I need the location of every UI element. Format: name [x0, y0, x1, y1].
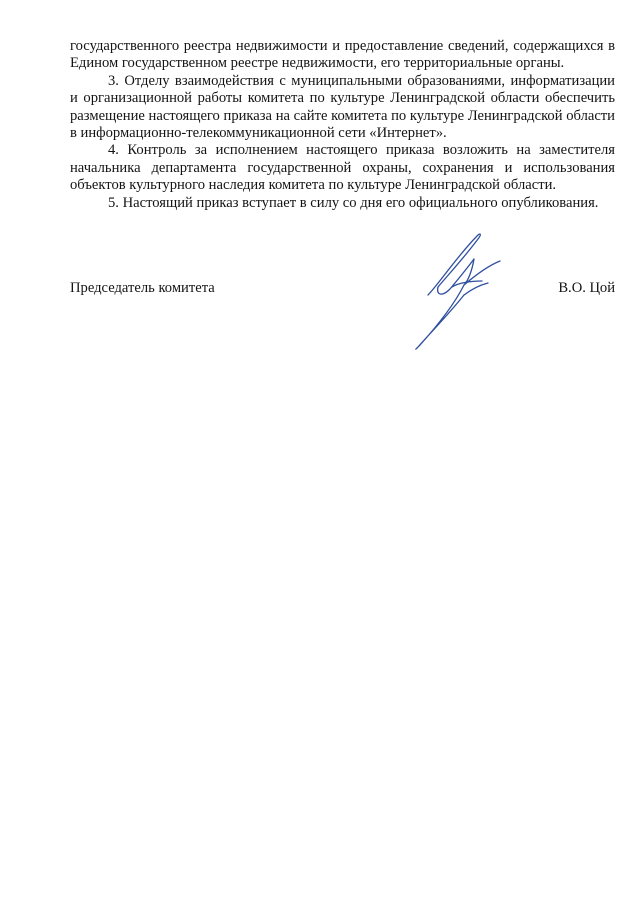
signature-block: [70, 280, 615, 370]
paragraph-item-3: 3. Отделу взаимодействия с муниципальными образованиями, информатизации и организационной работы комитета по культуре Ленинградской области обеспечить размещение настоящего приказа на сайте комитета по культуре Ленинградской области в информационно-телекоммуникационной сети «Интернет».: [70, 72, 615, 142]
handwritten-signature: [408, 225, 518, 355]
paragraph-continuation: государственного реестра недвижимости и предоставление сведений, содержащихся в Едином государственном реестре недвижимости, его территориальные органы.: [70, 38, 615, 72]
paragraph-item-5: 5. Настоящий приказ вступает в силу со дня его официального опубликования.: [108, 194, 599, 211]
signer-name: В.О. Цой: [558, 280, 615, 296]
signer-position: Председатель комитета: [70, 280, 215, 296]
paragraph-item-4: 4. Контроль за исполнением настоящего приказа возложить на заместителя начальника департамента государственной охраны, сохранения и использования объектов культурного наследия комитета по культуре Ленинградской области.: [70, 142, 615, 194]
document-body: [70, 38, 615, 212]
